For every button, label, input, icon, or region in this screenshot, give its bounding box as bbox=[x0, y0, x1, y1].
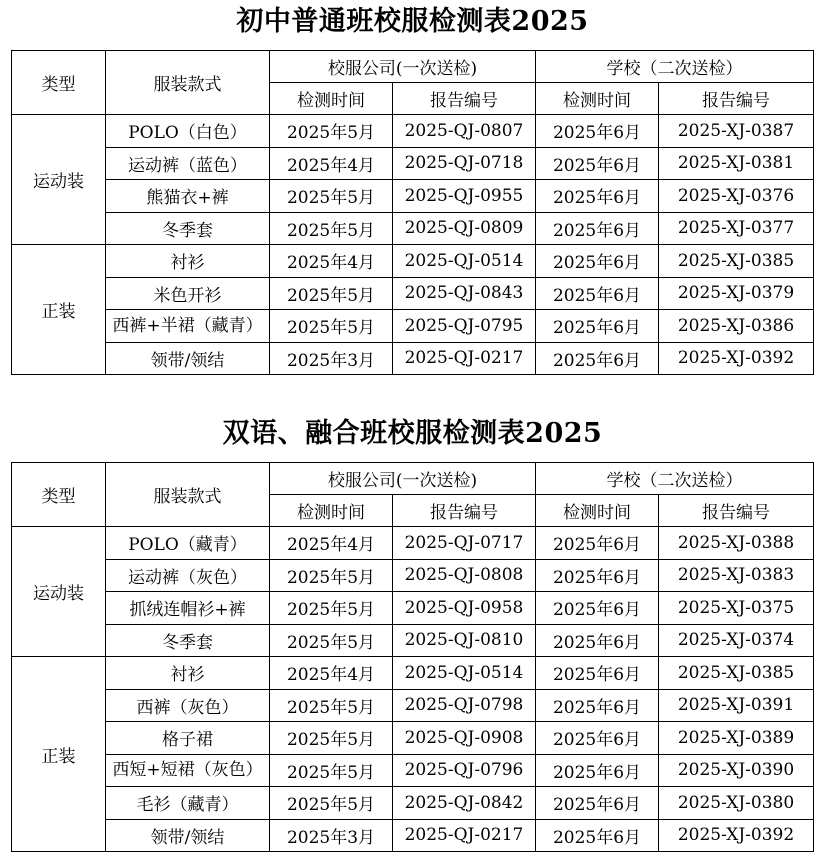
header-company-report-no: 报告编号 bbox=[393, 495, 536, 527]
company-test-time: 2025年5月 bbox=[270, 787, 393, 820]
company-report-no: 2025-QJ-0798 bbox=[393, 689, 536, 722]
header-company-report-no: 报告编号 bbox=[393, 83, 536, 115]
company-test-time: 2025年4月 bbox=[270, 147, 393, 180]
header-school-report-no: 报告编号 bbox=[659, 83, 814, 115]
header-company-group: 校服公司(一次送检) bbox=[270, 463, 536, 495]
school-report-no: 2025-XJ-0385 bbox=[659, 245, 814, 278]
header-type: 类型 bbox=[12, 51, 106, 115]
table2-title: 双语、融合班校服检测表2025 bbox=[222, 418, 603, 449]
company-report-no: 2025-QJ-0908 bbox=[393, 722, 536, 755]
style-cell: 衬衫 bbox=[106, 245, 270, 278]
school-report-no: 2025-XJ-0391 bbox=[659, 689, 814, 722]
header-school-group: 学校（二次送检） bbox=[536, 463, 814, 495]
school-test-time: 2025年6月 bbox=[536, 245, 659, 278]
school-report-no: 2025-XJ-0379 bbox=[659, 277, 814, 310]
type-cell: 正装 bbox=[12, 657, 106, 852]
school-report-no: 2025-XJ-0386 bbox=[659, 310, 814, 343]
company-report-no: 2025-QJ-0717 bbox=[393, 527, 536, 560]
school-test-time: 2025年6月 bbox=[536, 212, 659, 245]
table-row bbox=[12, 722, 814, 755]
company-test-time: 2025年4月 bbox=[270, 245, 393, 278]
table-row bbox=[12, 245, 814, 278]
school-report-no: 2025-XJ-0381 bbox=[659, 147, 814, 180]
company-report-no: 2025-QJ-0958 bbox=[393, 592, 536, 625]
table-row bbox=[12, 527, 814, 560]
company-report-no: 2025-QJ-0810 bbox=[393, 624, 536, 657]
table-row bbox=[12, 180, 814, 213]
company-test-time: 2025年5月 bbox=[270, 754, 393, 787]
school-report-no: 2025-XJ-0385 bbox=[659, 657, 814, 690]
table-row bbox=[12, 689, 814, 722]
school-test-time: 2025年6月 bbox=[536, 754, 659, 787]
style-cell: 米色开衫 bbox=[106, 277, 270, 310]
style-cell: 西裤（灰色） bbox=[106, 689, 270, 722]
school-report-no: 2025-XJ-0383 bbox=[659, 559, 814, 592]
school-test-time: 2025年6月 bbox=[536, 115, 659, 148]
school-report-no: 2025-XJ-0389 bbox=[659, 722, 814, 755]
company-test-time: 2025年5月 bbox=[270, 592, 393, 625]
company-report-no: 2025-QJ-0808 bbox=[393, 559, 536, 592]
school-report-no: 2025-XJ-0374 bbox=[659, 624, 814, 657]
company-report-no: 2025-QJ-0514 bbox=[393, 657, 536, 690]
school-test-time: 2025年6月 bbox=[536, 689, 659, 722]
style-cell: POLO（藏青） bbox=[106, 527, 270, 560]
table-row bbox=[12, 559, 814, 592]
style-cell-text: 西裤+半裙（藏青） bbox=[112, 315, 263, 336]
school-test-time: 2025年6月 bbox=[536, 342, 659, 375]
company-test-time: 2025年3月 bbox=[270, 342, 393, 375]
company-test-time: 2025年5月 bbox=[270, 277, 393, 310]
school-test-time: 2025年6月 bbox=[536, 722, 659, 755]
school-report-no: 2025-XJ-0380 bbox=[659, 787, 814, 820]
company-test-time: 2025年4月 bbox=[270, 527, 393, 560]
table-row bbox=[12, 212, 814, 245]
school-test-time: 2025年6月 bbox=[536, 277, 659, 310]
header-school-test-time: 检测时间 bbox=[536, 83, 659, 115]
style-cell-text: 西短+短裙（灰色） bbox=[112, 760, 263, 781]
company-test-time: 2025年5月 bbox=[270, 722, 393, 755]
table1 bbox=[11, 50, 814, 375]
company-report-no: 2025-QJ-0718 bbox=[393, 147, 536, 180]
company-test-time: 2025年5月 bbox=[270, 559, 393, 592]
style-cell: POLO（白色） bbox=[106, 115, 270, 148]
table-row bbox=[12, 310, 814, 343]
school-test-time: 2025年6月 bbox=[536, 592, 659, 625]
company-test-time: 2025年5月 bbox=[270, 212, 393, 245]
school-report-no: 2025-XJ-0387 bbox=[659, 115, 814, 148]
style-cell: 运动裤（蓝色） bbox=[106, 147, 270, 180]
school-report-no: 2025-XJ-0390 bbox=[659, 754, 814, 787]
table-row bbox=[12, 657, 814, 690]
company-report-no: 2025-QJ-0217 bbox=[393, 342, 536, 375]
school-report-no: 2025-XJ-0388 bbox=[659, 527, 814, 560]
style-cell: 领带/领结 bbox=[106, 819, 270, 852]
school-report-no: 2025-XJ-0392 bbox=[659, 342, 814, 375]
company-report-no: 2025-QJ-0843 bbox=[393, 277, 536, 310]
style-cell: 抓绒连帽衫+裤 bbox=[106, 592, 270, 625]
table-row bbox=[12, 342, 814, 375]
school-report-no: 2025-XJ-0375 bbox=[659, 592, 814, 625]
company-test-time: 2025年5月 bbox=[270, 180, 393, 213]
style-cell: 毛衫（藏青） bbox=[106, 787, 270, 820]
school-report-no: 2025-XJ-0377 bbox=[659, 212, 814, 245]
company-report-no: 2025-QJ-0217 bbox=[393, 819, 536, 852]
school-test-time: 2025年6月 bbox=[536, 180, 659, 213]
header-company-test-time: 检测时间 bbox=[270, 83, 393, 115]
table-row bbox=[12, 592, 814, 625]
company-test-time: 2025年5月 bbox=[270, 310, 393, 343]
table1-title: 初中普通班校服检测表2025 bbox=[236, 6, 589, 37]
table-row bbox=[12, 147, 814, 180]
company-test-time: 2025年5月 bbox=[270, 115, 393, 148]
company-report-no: 2025-QJ-0795 bbox=[393, 310, 536, 343]
company-test-time: 2025年4月 bbox=[270, 657, 393, 690]
style-cell: 冬季套 bbox=[106, 624, 270, 657]
style-cell: 领带/领结 bbox=[106, 342, 270, 375]
company-report-no: 2025-QJ-0842 bbox=[393, 787, 536, 820]
company-report-no: 2025-QJ-0807 bbox=[393, 115, 536, 148]
style-cell: 格子裙 bbox=[106, 722, 270, 755]
school-test-time: 2025年6月 bbox=[536, 657, 659, 690]
header-school-group: 学校（二次送检） bbox=[536, 51, 814, 83]
type-cell: 运动装 bbox=[12, 115, 106, 245]
style-cell: 运动裤（灰色） bbox=[106, 559, 270, 592]
school-test-time: 2025年6月 bbox=[536, 527, 659, 560]
table-row bbox=[12, 819, 814, 852]
type-cell: 运动装 bbox=[12, 527, 106, 657]
style-cell bbox=[106, 754, 270, 787]
company-report-no: 2025-QJ-0809 bbox=[393, 212, 536, 245]
school-test-time: 2025年6月 bbox=[536, 559, 659, 592]
header-school-report-no: 报告编号 bbox=[659, 495, 814, 527]
table-row bbox=[12, 787, 814, 820]
company-report-no: 2025-QJ-0514 bbox=[393, 245, 536, 278]
header-type: 类型 bbox=[12, 463, 106, 527]
company-test-time: 2025年5月 bbox=[270, 689, 393, 722]
header-company-test-time: 检测时间 bbox=[270, 495, 393, 527]
style-cell: 熊猫衣+裤 bbox=[106, 180, 270, 213]
table-row bbox=[12, 277, 814, 310]
type-cell: 正装 bbox=[12, 245, 106, 375]
style-cell: 衬衫 bbox=[106, 657, 270, 690]
company-test-time: 2025年3月 bbox=[270, 819, 393, 852]
company-test-time: 2025年5月 bbox=[270, 624, 393, 657]
school-test-time: 2025年6月 bbox=[536, 624, 659, 657]
table-row bbox=[12, 754, 814, 787]
school-test-time: 2025年6月 bbox=[536, 787, 659, 820]
header-company-group: 校服公司(一次送检) bbox=[270, 51, 536, 83]
table2 bbox=[11, 462, 814, 852]
school-test-time: 2025年6月 bbox=[536, 819, 659, 852]
style-cell: 冬季套 bbox=[106, 212, 270, 245]
company-report-no: 2025-QJ-0796 bbox=[393, 754, 536, 787]
table-row bbox=[12, 115, 814, 148]
header-style: 服装款式 bbox=[106, 51, 270, 115]
table-row bbox=[12, 624, 814, 657]
style-cell bbox=[106, 310, 270, 343]
school-report-no: 2025-XJ-0376 bbox=[659, 180, 814, 213]
school-report-no: 2025-XJ-0392 bbox=[659, 819, 814, 852]
header-style: 服装款式 bbox=[106, 463, 270, 527]
school-test-time: 2025年6月 bbox=[536, 147, 659, 180]
header-school-test-time: 检测时间 bbox=[536, 495, 659, 527]
company-report-no: 2025-QJ-0955 bbox=[393, 180, 536, 213]
school-test-time: 2025年6月 bbox=[536, 310, 659, 343]
